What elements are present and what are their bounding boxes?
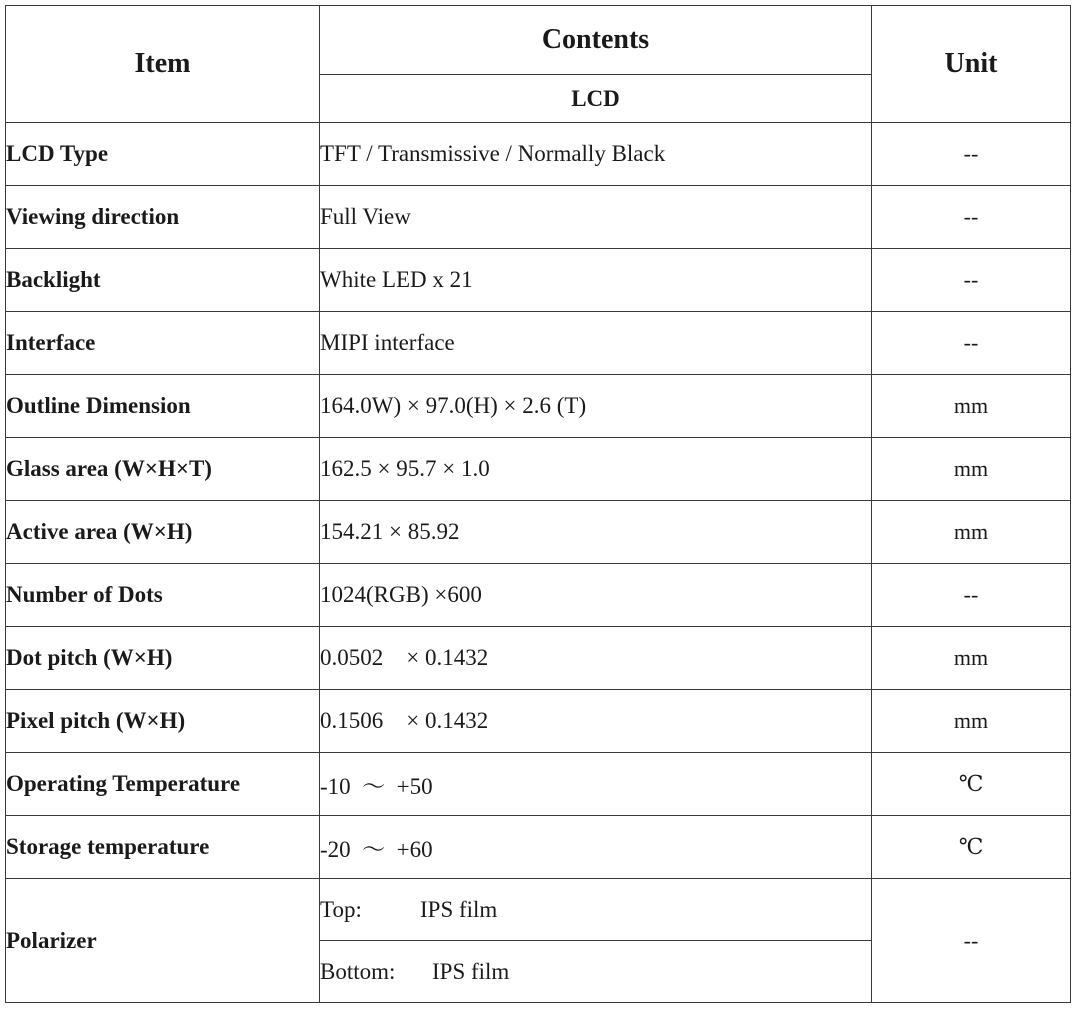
row-content-value: MIPI interface [320,312,872,375]
polarizer-unit-value: -- [872,879,1071,1003]
polarizer-bottom-label: Bottom: [320,958,396,984]
table-row [6,249,1071,312]
table-row [6,816,1071,879]
polarizer-top-label: Top: [320,896,362,922]
row-content-value: 164.0W) × 97.0(H) × 2.6 (T) [320,375,872,438]
row-content-value: 1024(RGB) ×600 [320,564,872,627]
table-row [6,123,1071,186]
polarizer-bottom-cell [320,941,872,1003]
row-item-label: Number of Dots [6,564,320,627]
row-item-label: Storage temperature [6,816,320,879]
row-item-label: Outline Dimension [6,375,320,438]
row-content-value: 0.0502 × 0.1432 [320,627,872,690]
header-item: Item [6,6,320,123]
table-row [6,438,1071,501]
row-content-value: TFT / Transmissive / Normally Black [320,123,872,186]
row-unit-value: -- [872,186,1071,249]
polarizer-bottom-value: IPS film [432,958,510,984]
table-row [6,564,1071,627]
header-lcd: LCD [320,75,872,123]
row-unit-value: -- [872,312,1071,375]
polarizer-top-value: IPS film [420,896,498,922]
table-row [6,375,1071,438]
table-row [6,753,1071,816]
header-contents: Contents [320,6,872,75]
row-unit-value: mm [872,627,1071,690]
row-content-value: Full View [320,186,872,249]
row-item-label: Operating Temperature [6,753,320,816]
row-item-label: LCD Type [6,123,320,186]
row-content-value: White LED x 21 [320,249,872,312]
polarizer-item-label: Polarizer [6,879,320,1003]
row-unit-value: mm [872,438,1071,501]
table-row [6,501,1071,564]
row-unit-value: mm [872,690,1071,753]
row-unit-value: ℃ [872,753,1071,816]
row-content-value: 0.1506 × 0.1432 [320,690,872,753]
row-item-label: Active area (W×H) [6,501,320,564]
row-item-label: Backlight [6,249,320,312]
table-row [6,690,1071,753]
row-unit-value: mm [872,375,1071,438]
header-unit: Unit [872,6,1071,123]
table-row [6,186,1071,249]
table-row [6,312,1071,375]
row-unit-value: mm [872,501,1071,564]
row-item-label: Viewing direction [6,186,320,249]
row-content-value: -10 ～ +50 [320,753,872,816]
row-item-label: Dot pitch (W×H) [6,627,320,690]
row-unit-value: -- [872,123,1071,186]
polarizer-top-cell [320,879,872,941]
row-item-label: Pixel pitch (W×H) [6,690,320,753]
row-item-label: Interface [6,312,320,375]
row-content-value: -20 ～ +60 [320,816,872,879]
row-content-value: 162.5 × 95.7 × 1.0 [320,438,872,501]
row-item-label: Glass area (W×H×T) [6,438,320,501]
table-row-polarizer-top [6,879,1071,941]
table-row [6,627,1071,690]
lcd-spec-table [5,5,1071,1003]
row-content-value: 154.21 × 85.92 [320,501,872,564]
row-unit-value: -- [872,564,1071,627]
row-unit-value: -- [872,249,1071,312]
row-unit-value: ℃ [872,816,1071,879]
